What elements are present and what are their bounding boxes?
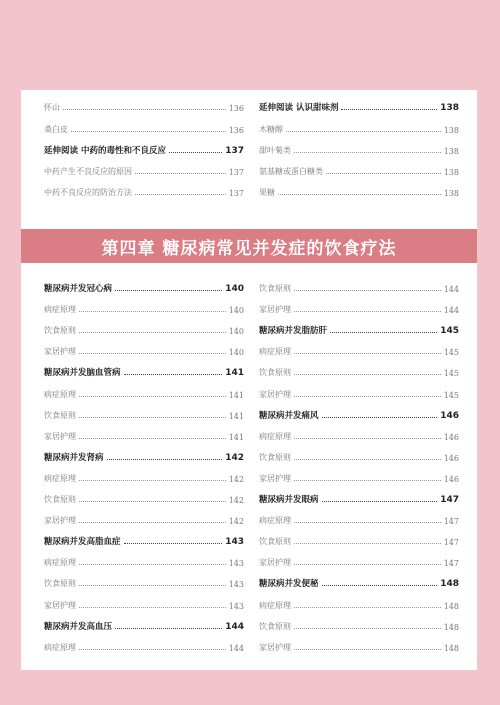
toc-entry-title: 饮食原则: [44, 326, 76, 336]
toc-entry-page-number: 140: [228, 348, 244, 358]
dot-leader: [135, 194, 226, 195]
toc-entry-page-number: 148: [443, 601, 459, 611]
dot-leader: [71, 131, 226, 132]
dot-leader: [294, 522, 441, 523]
toc-entry-title: 家居护理: [259, 642, 291, 652]
dot-leader: [278, 194, 441, 195]
toc-entry-title: 饮食原则: [44, 579, 76, 589]
toc-entry-title: 中药产生不良反应的原因: [44, 167, 132, 176]
toc-entry[interactable]: [44, 381, 244, 402]
dot-leader: [330, 332, 437, 333]
chapter-heading-band: [21, 229, 477, 263]
toc-entry-title: 病症原理: [259, 347, 291, 357]
toc-entry-title: 延伸阅读 认识甜味剂: [259, 103, 339, 114]
toc-entry-page-number: 141: [228, 411, 244, 421]
toc-section-entry[interactable]: [259, 487, 459, 508]
toc-entry-page-number: 142: [228, 517, 244, 527]
toc-entry-title: 糖尿病并发高脂血症: [44, 537, 121, 548]
dot-leader: [294, 607, 441, 608]
dot-leader: [294, 564, 441, 565]
toc-entry-page-number: 146: [440, 410, 459, 421]
toc-entry-title: 木糖醇: [259, 124, 283, 134]
toc-entry-page-number: 144: [443, 306, 459, 316]
toc-entry-page-number: 145: [440, 326, 459, 337]
dot-leader: [294, 649, 441, 650]
toc-section-entry[interactable]: [44, 614, 244, 635]
toc-section-entry[interactable]: [44, 276, 244, 297]
toc-entry-page-number: 141: [228, 390, 244, 400]
toc-entry[interactable]: [259, 360, 459, 381]
toc-section-entry[interactable]: [44, 360, 244, 381]
toc-entry[interactable]: [44, 466, 244, 487]
toc-entry-title: 糖尿病并发脂肪肝: [259, 326, 328, 337]
toc-entry-title: 饮食原则: [259, 284, 291, 294]
dot-leader: [115, 290, 222, 291]
dot-leader: [124, 374, 223, 375]
dot-leader: [322, 501, 438, 502]
toc-entry-page-number: 147: [443, 538, 459, 548]
toc-entry-page-number: 148: [443, 622, 459, 632]
dot-leader: [115, 628, 222, 629]
toc-entry-title: 糖尿病并发眼病: [259, 495, 319, 506]
toc-entry-page-number: 143: [228, 580, 244, 590]
toc-entry[interactable]: [259, 116, 459, 137]
toc-entry-page-number: 140: [228, 327, 244, 337]
toc-entry-page-number: 137: [228, 189, 244, 199]
toc-entry-title: 饮食原则: [259, 368, 291, 378]
toc-entry-page-number: 143: [225, 537, 244, 548]
toc-entry-page-number: 146: [443, 453, 459, 463]
toc-entry-title: 糖尿病并发肾病: [44, 452, 104, 463]
toc-entry-page-number: 147: [443, 559, 459, 569]
dot-leader: [79, 311, 226, 312]
toc-entry[interactable]: [44, 297, 244, 318]
toc-entry[interactable]: [259, 138, 459, 159]
toc-entry-page-number: 141: [228, 432, 244, 442]
toc-entry-title: 桑白皮: [44, 124, 68, 134]
toc-entry[interactable]: [259, 635, 459, 656]
toc-entry-page-number: 144: [225, 621, 244, 632]
dot-leader: [294, 374, 441, 375]
toc-entry[interactable]: [44, 571, 244, 592]
toc-entry[interactable]: [259, 466, 459, 487]
toc-entry-title: 甜叶菊类: [259, 145, 291, 155]
toc-section-entry[interactable]: [259, 95, 459, 116]
toc-entry[interactable]: [259, 297, 459, 318]
toc-entry[interactable]: [44, 508, 244, 529]
dot-leader: [294, 152, 441, 153]
toc-entry[interactable]: [259, 276, 459, 297]
toc-entry-page-number: 142: [225, 452, 244, 463]
dot-leader: [79, 564, 226, 565]
dot-leader: [326, 173, 441, 174]
toc-entry-title: 怀山: [44, 103, 60, 113]
toc-entry-title: 饮食原则: [259, 537, 291, 547]
toc-entry-title: 病症原理: [44, 305, 76, 315]
dot-leader: [79, 522, 226, 523]
dot-leader: [294, 628, 441, 629]
toc-entry-page-number: 140: [228, 306, 244, 316]
dot-leader: [322, 585, 438, 586]
toc-entry[interactable]: [259, 529, 459, 550]
toc-entry[interactable]: [44, 159, 244, 180]
dot-leader: [294, 543, 441, 544]
toc-entry-page-number: 138: [443, 168, 459, 177]
toc-entry-page-number: 148: [443, 643, 459, 653]
toc-entry-page-number: 146: [443, 474, 459, 484]
dot-leader: [124, 543, 223, 544]
toc-entry-page-number: 138: [440, 103, 459, 114]
dot-leader: [294, 353, 441, 354]
toc-entry[interactable]: [44, 592, 244, 613]
dot-leader: [294, 396, 441, 397]
toc-entry[interactable]: [259, 424, 459, 445]
toc-entry-title: 家居护理: [44, 431, 76, 441]
toc-entry-title: 糖尿病并发痛风: [259, 410, 319, 421]
toc-entry-page-number: 138: [443, 125, 459, 135]
toc-entry[interactable]: [44, 318, 244, 339]
dot-leader: [135, 173, 226, 174]
toc-entry[interactable]: [259, 381, 459, 402]
toc-column-top-right: [259, 95, 459, 201]
toc-column-bottom-right: [259, 276, 459, 656]
dot-leader: [286, 131, 441, 132]
toc-entry-title: 病症原理: [44, 389, 76, 399]
toc-entry[interactable]: [259, 508, 459, 529]
toc-entry-title: 病症原理: [259, 431, 291, 441]
dot-leader: [294, 438, 441, 439]
toc-column-bottom-left: [44, 276, 244, 656]
toc-entry-title: 糖尿病并发便秘: [259, 579, 319, 590]
dot-leader: [79, 353, 226, 354]
toc-entry-page-number: 136: [228, 104, 244, 114]
toc-entry-title: 延伸阅读 中药的毒性和不良反应: [44, 145, 166, 156]
dot-leader: [79, 396, 226, 397]
toc-entry-page-number: 143: [228, 559, 244, 569]
toc-entry-title: 病症原理: [44, 642, 76, 652]
dot-leader: [79, 501, 226, 502]
toc-entry-title: 饮食原则: [44, 495, 76, 505]
dot-leader: [79, 649, 226, 650]
toc-entry-title: 果糖: [259, 188, 275, 198]
toc-entry-page-number: 144: [443, 285, 459, 295]
toc-entry-title: 家居护理: [259, 558, 291, 568]
toc-entry-page-number: 137: [228, 168, 244, 177]
toc-entry[interactable]: [44, 116, 244, 137]
toc-entry-title: 病症原理: [259, 600, 291, 610]
dot-leader: [341, 109, 437, 110]
toc-entry[interactable]: [44, 95, 244, 116]
dot-leader: [79, 480, 226, 481]
toc-entry-title: 病症原理: [259, 516, 291, 526]
dot-leader: [107, 459, 223, 460]
toc-section-entry[interactable]: [44, 445, 244, 466]
toc-entry-page-number: 147: [443, 517, 459, 527]
dot-leader: [79, 607, 226, 608]
toc-entry-page-number: 141: [225, 368, 244, 379]
toc-section-entry[interactable]: [259, 403, 459, 424]
toc-entry-page-number: 142: [228, 474, 244, 484]
toc-entry-page-number: 143: [228, 601, 244, 611]
toc-entry-title: 饮食原则: [259, 452, 291, 462]
toc-entry-page-number: 138: [443, 146, 459, 156]
dot-leader: [79, 332, 226, 333]
dot-leader: [294, 311, 441, 312]
toc-entry-title: 氨基糖或蛋白糖类: [259, 167, 323, 176]
toc-entry[interactable]: [259, 592, 459, 613]
toc-entry-title: 家居护理: [44, 600, 76, 610]
toc-entry[interactable]: [44, 403, 244, 424]
toc-entry[interactable]: [259, 550, 459, 571]
toc-entry-title: 病症原理: [44, 473, 76, 483]
toc-entry-title: 糖尿病并发冠心病: [44, 284, 113, 295]
toc-column-top-left: [44, 95, 244, 201]
toc-entry-page-number: 138: [443, 189, 459, 199]
toc-entry-page-number: 142: [228, 496, 244, 506]
toc-entry-title: 糖尿病并发脑血管病: [44, 368, 121, 379]
toc-entry[interactable]: [44, 487, 244, 508]
toc-section-entry[interactable]: [259, 571, 459, 592]
toc-entry-title: 病症原理: [44, 558, 76, 568]
toc-entry[interactable]: [44, 180, 244, 201]
toc-entry-page-number: 148: [440, 579, 459, 590]
dot-leader: [169, 152, 222, 153]
toc-entry[interactable]: [259, 445, 459, 466]
toc-section-entry[interactable]: [44, 529, 244, 550]
toc-entry-title: 家居护理: [44, 516, 76, 526]
toc-entry-title: 家居护理: [44, 347, 76, 357]
chapter-title: 第四章 糖尿病常见并发症的饮食疗法: [101, 238, 397, 259]
toc-entry-title: 糖尿病并发高血压: [44, 621, 113, 632]
dot-leader: [79, 438, 226, 439]
toc-entry-page-number: 146: [443, 432, 459, 442]
toc-entry-page-number: 145: [443, 369, 459, 379]
toc-entry-page-number: 137: [225, 145, 244, 156]
toc-entry-page-number: 145: [443, 390, 459, 400]
toc-entry[interactable]: [44, 635, 244, 656]
toc-entry-page-number: 145: [443, 348, 459, 358]
toc-entry[interactable]: [259, 159, 459, 180]
toc-entry[interactable]: [44, 424, 244, 445]
toc-entry-page-number: 136: [228, 125, 244, 135]
toc-entry[interactable]: [44, 550, 244, 571]
toc-entry[interactable]: [44, 339, 244, 360]
dot-leader: [79, 417, 226, 418]
dot-leader: [79, 585, 226, 586]
toc-entry-title: 饮食原则: [259, 621, 291, 631]
dot-leader: [294, 290, 441, 291]
dot-leader: [63, 109, 226, 110]
toc-entry-title: 饮食原则: [44, 410, 76, 420]
toc-section-entry[interactable]: [44, 138, 244, 159]
toc-entry-page-number: 147: [440, 495, 459, 506]
dot-leader: [322, 417, 438, 418]
toc-entry[interactable]: [259, 614, 459, 635]
toc-section-entry[interactable]: [259, 318, 459, 339]
toc-entry-page-number: 144: [228, 643, 244, 653]
toc-entry[interactable]: [259, 339, 459, 360]
toc-entry-title: 家居护理: [259, 473, 291, 483]
toc-entry-title: 家居护理: [259, 305, 291, 315]
toc-entry-title: 家居护理: [259, 389, 291, 399]
toc-entry-title: 中药不良反应的防治方法: [44, 188, 132, 198]
dot-leader: [294, 480, 441, 481]
dot-leader: [294, 459, 441, 460]
toc-entry[interactable]: [259, 180, 459, 201]
toc-entry-page-number: 140: [225, 284, 244, 295]
